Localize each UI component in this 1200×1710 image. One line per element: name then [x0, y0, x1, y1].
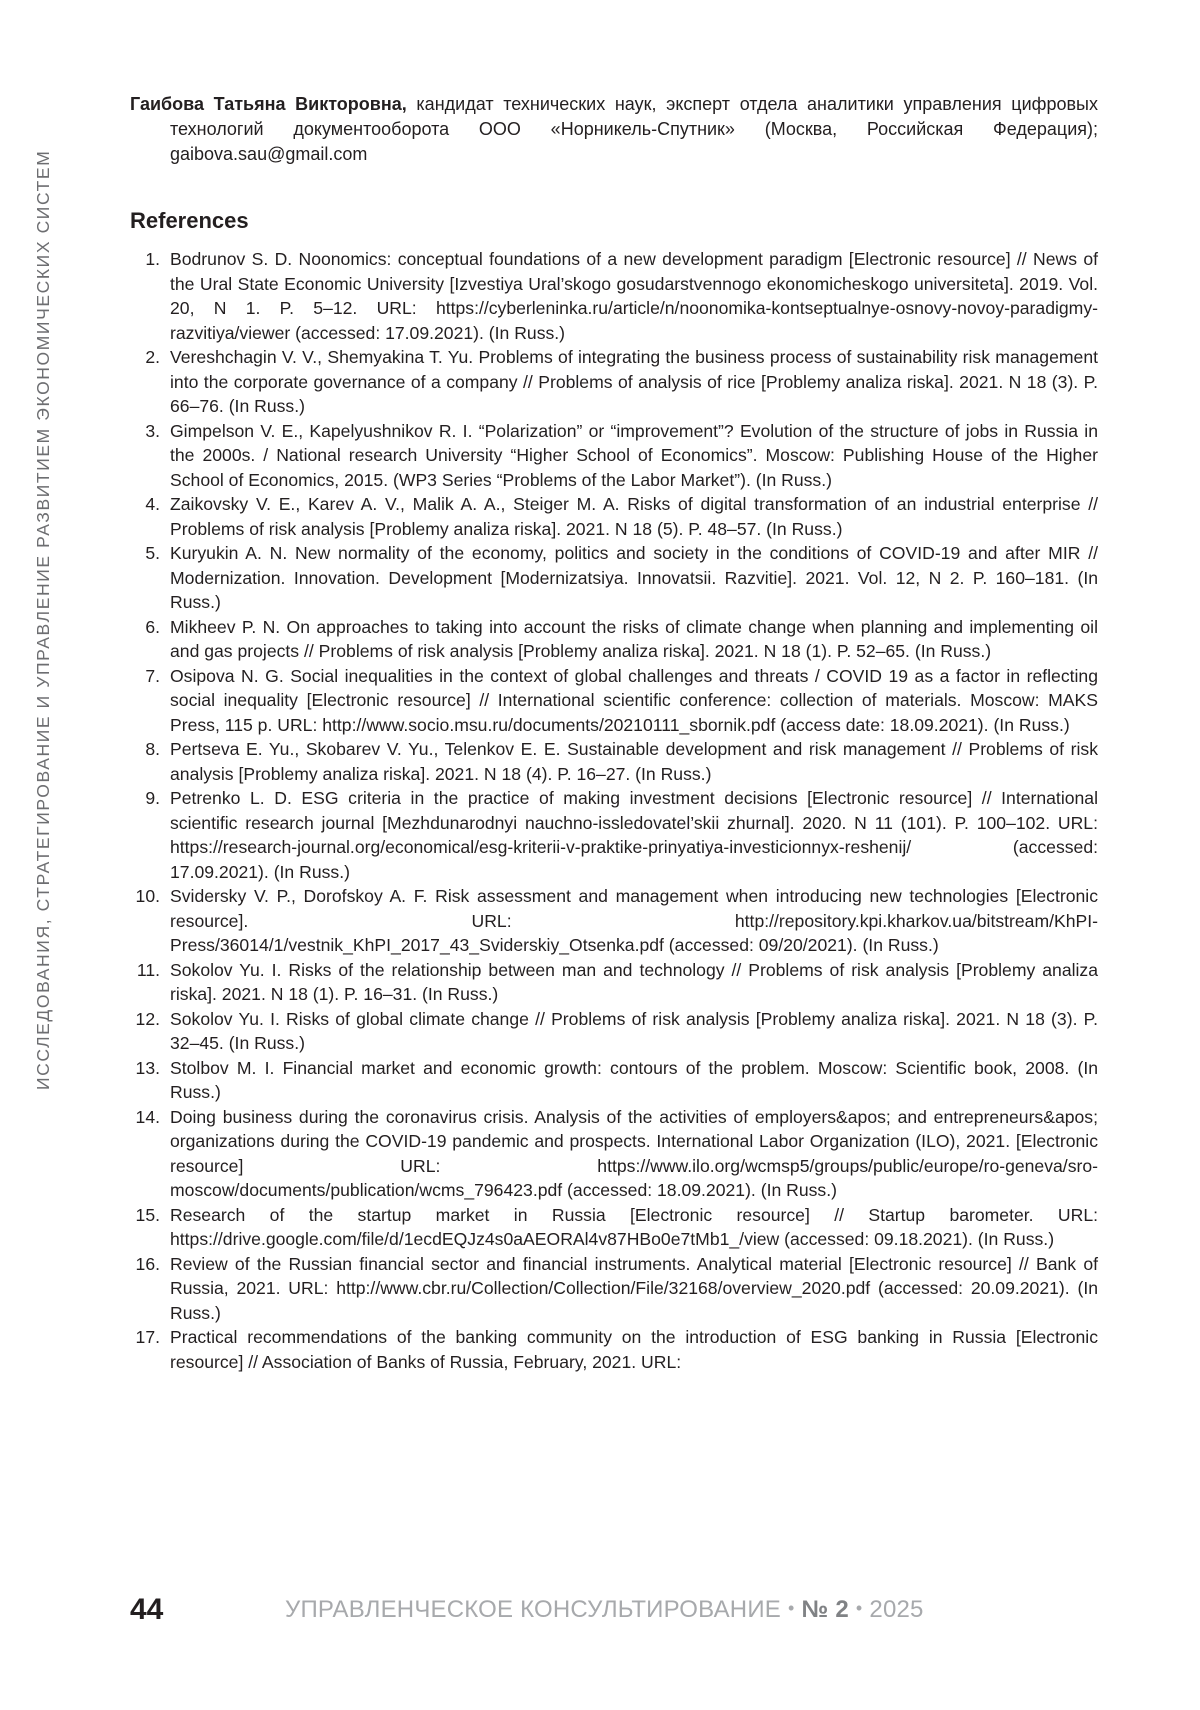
separator-dot: • — [855, 1598, 863, 1618]
reference-item — [130, 1252, 1098, 1326]
reference-number: 17. — [135, 1327, 160, 1347]
reference-item — [130, 1056, 1098, 1105]
reference-text: Practical recommendations of the banking community on the introduction of ESG banking in Russia [Electronic resource] // Association of Banks of Russia, February, 2021. URL: — [170, 1327, 1098, 1372]
reference-item — [130, 1203, 1098, 1252]
reference-number: 16. — [135, 1253, 160, 1274]
reference-number: 7. — [145, 665, 160, 686]
page-number: 44 — [130, 1593, 164, 1626]
reference-text: Svidersky V. P., Dorofskoy A. F. Risk assessment and management when introducing new technologies [Electronic resource]. URL: http://repository.kpi.kharkov.ua/bitstream/KhPI-Press/36014/1/vestnik_KhPI_2017_43_Sviderskiy_Otsenka.pdf (accessed: 09/20/2021). (In Russ.) — [170, 886, 1098, 955]
reference-number: 5. — [145, 543, 160, 563]
reference-text: Zaikovsky V. E., Karev A. V., Malik A. A., Steiger M. A. Risks of digital transformation of an industrial enterprise // Problems of risk analysis [Problemy analiza riska]. 2021. N 18 (5). P. 48–57. (In Russ.) — [170, 494, 1098, 539]
separator-dot: • — [788, 1598, 795, 1618]
author-info — [130, 92, 1098, 167]
reference-text: Vereshchagin V. V., Shemyakina T. Yu. Problems of integrating the business process of sustainability risk management into the corporate governance of a company // Problems of analysis of rice [Problemy analiza riska]. 2021. N 18 (3). P. 66–76. (In Russ.) — [170, 347, 1098, 416]
reference-text: Osipova N. G. Social inequalities in the context of global challenges and threats / COVID 19 as a factor in reflecting social inequality [Electronic resource] // International scientific conference: collection of materials. Moscow: MAKS Press, 115 p. URL: http://www.socio.msu.ru/documents/20210111_sbornik.pdf (access date: 18.09.2021). (In Russ.) — [170, 665, 1098, 735]
issue-year: 2025 — [869, 1596, 924, 1623]
reference-text: Stolbov M. I. Financial market and economic growth: contours of the problem. Moscow: Scientific book, 2008. (In Russ.) — [170, 1057, 1098, 1102]
reference-number: 14. — [135, 1106, 160, 1127]
reference-text: Kuryukin A. N. New normality of the economy, politics and society in the conditions of COVID-19 and after MIR // Modernization. Innovation. Development [Modernizatsiya. Innovatsii. Razvitie]. 2021. Vol. 12, N 2. P. 160–181. (In Russ.) — [170, 543, 1098, 612]
reference-item — [130, 664, 1098, 738]
reference-number: 9. — [145, 788, 160, 808]
reference-item — [130, 958, 1098, 1007]
reference-number: 15. — [135, 1204, 160, 1225]
reference-number: 2. — [145, 347, 160, 367]
reference-item — [130, 345, 1098, 419]
reference-text: Mikheev P. N. On approaches to taking into account the risks of climate change when planning and implementing oil and gas projects // Problems of risk analysis [Problemy analiza riska]. 2021. N 18 (1). P. 52–65. (In Russ.) — [170, 616, 1098, 661]
reference-number: 12. — [135, 1008, 160, 1029]
reference-text: Research of the startup market in Russia [Electronic resource] // Startup barometer. URL: https://drive.google.com/file/d/1ecdEQJz4s0aAEORAl4v87HBo0e7tMb1_/view (accessed: 09.18.2021). (In Russ.) — [170, 1204, 1098, 1249]
reference-item — [130, 492, 1098, 541]
reference-text: Gimpelson V. E., Kapelyushnikov R. I. “Polarization” or “improvement”? Evolution of the structure of jobs in Russia in the 2000s. / National research University “Higher School of Economics”. Moscow: Publishing House of the Higher School of Economics, 2015. (WP3 Series “Problems of the Labor Market”). (In Russ.) — [170, 420, 1098, 490]
reference-text: Pertseva E. Yu., Skobarev V. Yu., Telenkov E. E. Sustainable development and risk management // Problems of risk analysis [Problemy analiza riska]. 2021. N 18 (4). P. 16–27. (In Russ.) — [170, 739, 1098, 784]
reference-item — [130, 1105, 1098, 1203]
reference-item — [130, 1007, 1098, 1056]
author-details: кандидат технических наук, эксперт отдела аналитики управления цифровых технологий документооборота ООО «Норникель-Спутник» (Москва, Российская Федерация); gaibova.sau@gmail.com — [170, 94, 1098, 164]
journal-name: УПРАВЛЕНЧЕСКОЕ КОНСУЛЬТИРОВАНИЕ — [285, 1596, 781, 1623]
reference-item — [130, 737, 1098, 786]
journal-running-title — [285, 1594, 924, 1627]
reference-number: 3. — [145, 420, 160, 441]
references-heading: References — [130, 208, 249, 233]
reference-number: 11. — [136, 959, 160, 980]
reference-number: 10. — [135, 886, 160, 906]
reference-item — [130, 615, 1098, 664]
reference-number: 4. — [145, 494, 160, 514]
page-content — [130, 92, 1098, 1374]
reference-text: Bodrunov S. D. Noonomics: conceptual foundations of a new development paradigm [Electronic resource] // News of the Ural State Economic University [Izvestiya Ural’skogo gosudarstvennogo ekonomicheskogo universiteta]. 2019. Vol. 20, N 1. P. 5–12. URL: https://cyberleninka.ru/article/n/noonomika-kontseptualnye-osnovy-novoy-paradigmy-razvitiya/viewer (accessed: 17.09.2021). (In Russ.) — [170, 249, 1098, 343]
reference-item — [130, 247, 1098, 345]
reference-text: Review of the Russian financial sector and financial instruments. Analytical material [Electronic resource] // Bank of Russia, 2021. URL: http://www.cbr.ru/Collection/Collection/File/32168/overview_2020.pdf (accessed: 20.09.2021). (In Russ.) — [170, 1253, 1098, 1323]
reference-number: 13. — [135, 1057, 160, 1078]
reference-text: Sokolov Yu. I. Risks of the relationship between man and technology // Problems of risk analysis [Problemy analiza riska]. 2021. N 18 (1). P. 16–31. (In Russ.) — [170, 959, 1098, 1004]
reference-number: 6. — [145, 616, 160, 637]
reference-text: Petrenko L. D. ESG criteria in the practice of making investment decisions [Electronic resource] // International scientific research journal [Mezhdunarodnyi nauchno-issledovatel’skii zhurnal]. 2020. N 11 (101). P. 100–102. URL: https://research-journal.org/economical/esg-kriterii-v-praktike-prinyatiya-investicionnyx-reshenij/ (accessed: 17.09.2021). (In Russ.) — [170, 788, 1098, 882]
author-name: Гаибова Татьяна Викторовна, — [130, 94, 407, 114]
reference-item — [130, 419, 1098, 493]
reference-item — [130, 541, 1098, 615]
reference-text: Sokolov Yu. I. Risks of global climate change // Problems of risk analysis [Problemy analiza riska]. 2021. N 18 (3). P. 32–45. (In Russ.) — [170, 1008, 1098, 1053]
reference-item — [130, 786, 1098, 884]
issue-number: № 2 — [801, 1596, 849, 1623]
references-list — [130, 247, 1098, 1374]
reference-number: 1. — [145, 249, 160, 269]
reference-item — [130, 1325, 1098, 1374]
reference-item — [130, 884, 1098, 958]
reference-text: Doing business during the coronavirus crisis. Analysis of the activities of employers&apos; and entrepreneurs&apos; organizations during the COVID-19 pandemic and prospects. International Labor Organization (ILO), 2021. [Electronic resource] URL: https://www.ilo.org/wcmsp5/groups/public/europe/ro-geneva/sro-moscow/documents/publication/wcms_796423.pdf (accessed: 18.09.2021). (In Russ.) — [170, 1106, 1098, 1200]
page-footer — [130, 1590, 1098, 1630]
journal-section-title: ИССЛЕДОВАНИЯ, СТРАТЕГИРОВАНИЕ И УПРАВЛЕНИЕ РАЗВИТИЕМ ЭКОНОМИЧЕСКИХ СИСТЕМ — [33, 149, 53, 1090]
reference-number: 8. — [145, 739, 160, 759]
